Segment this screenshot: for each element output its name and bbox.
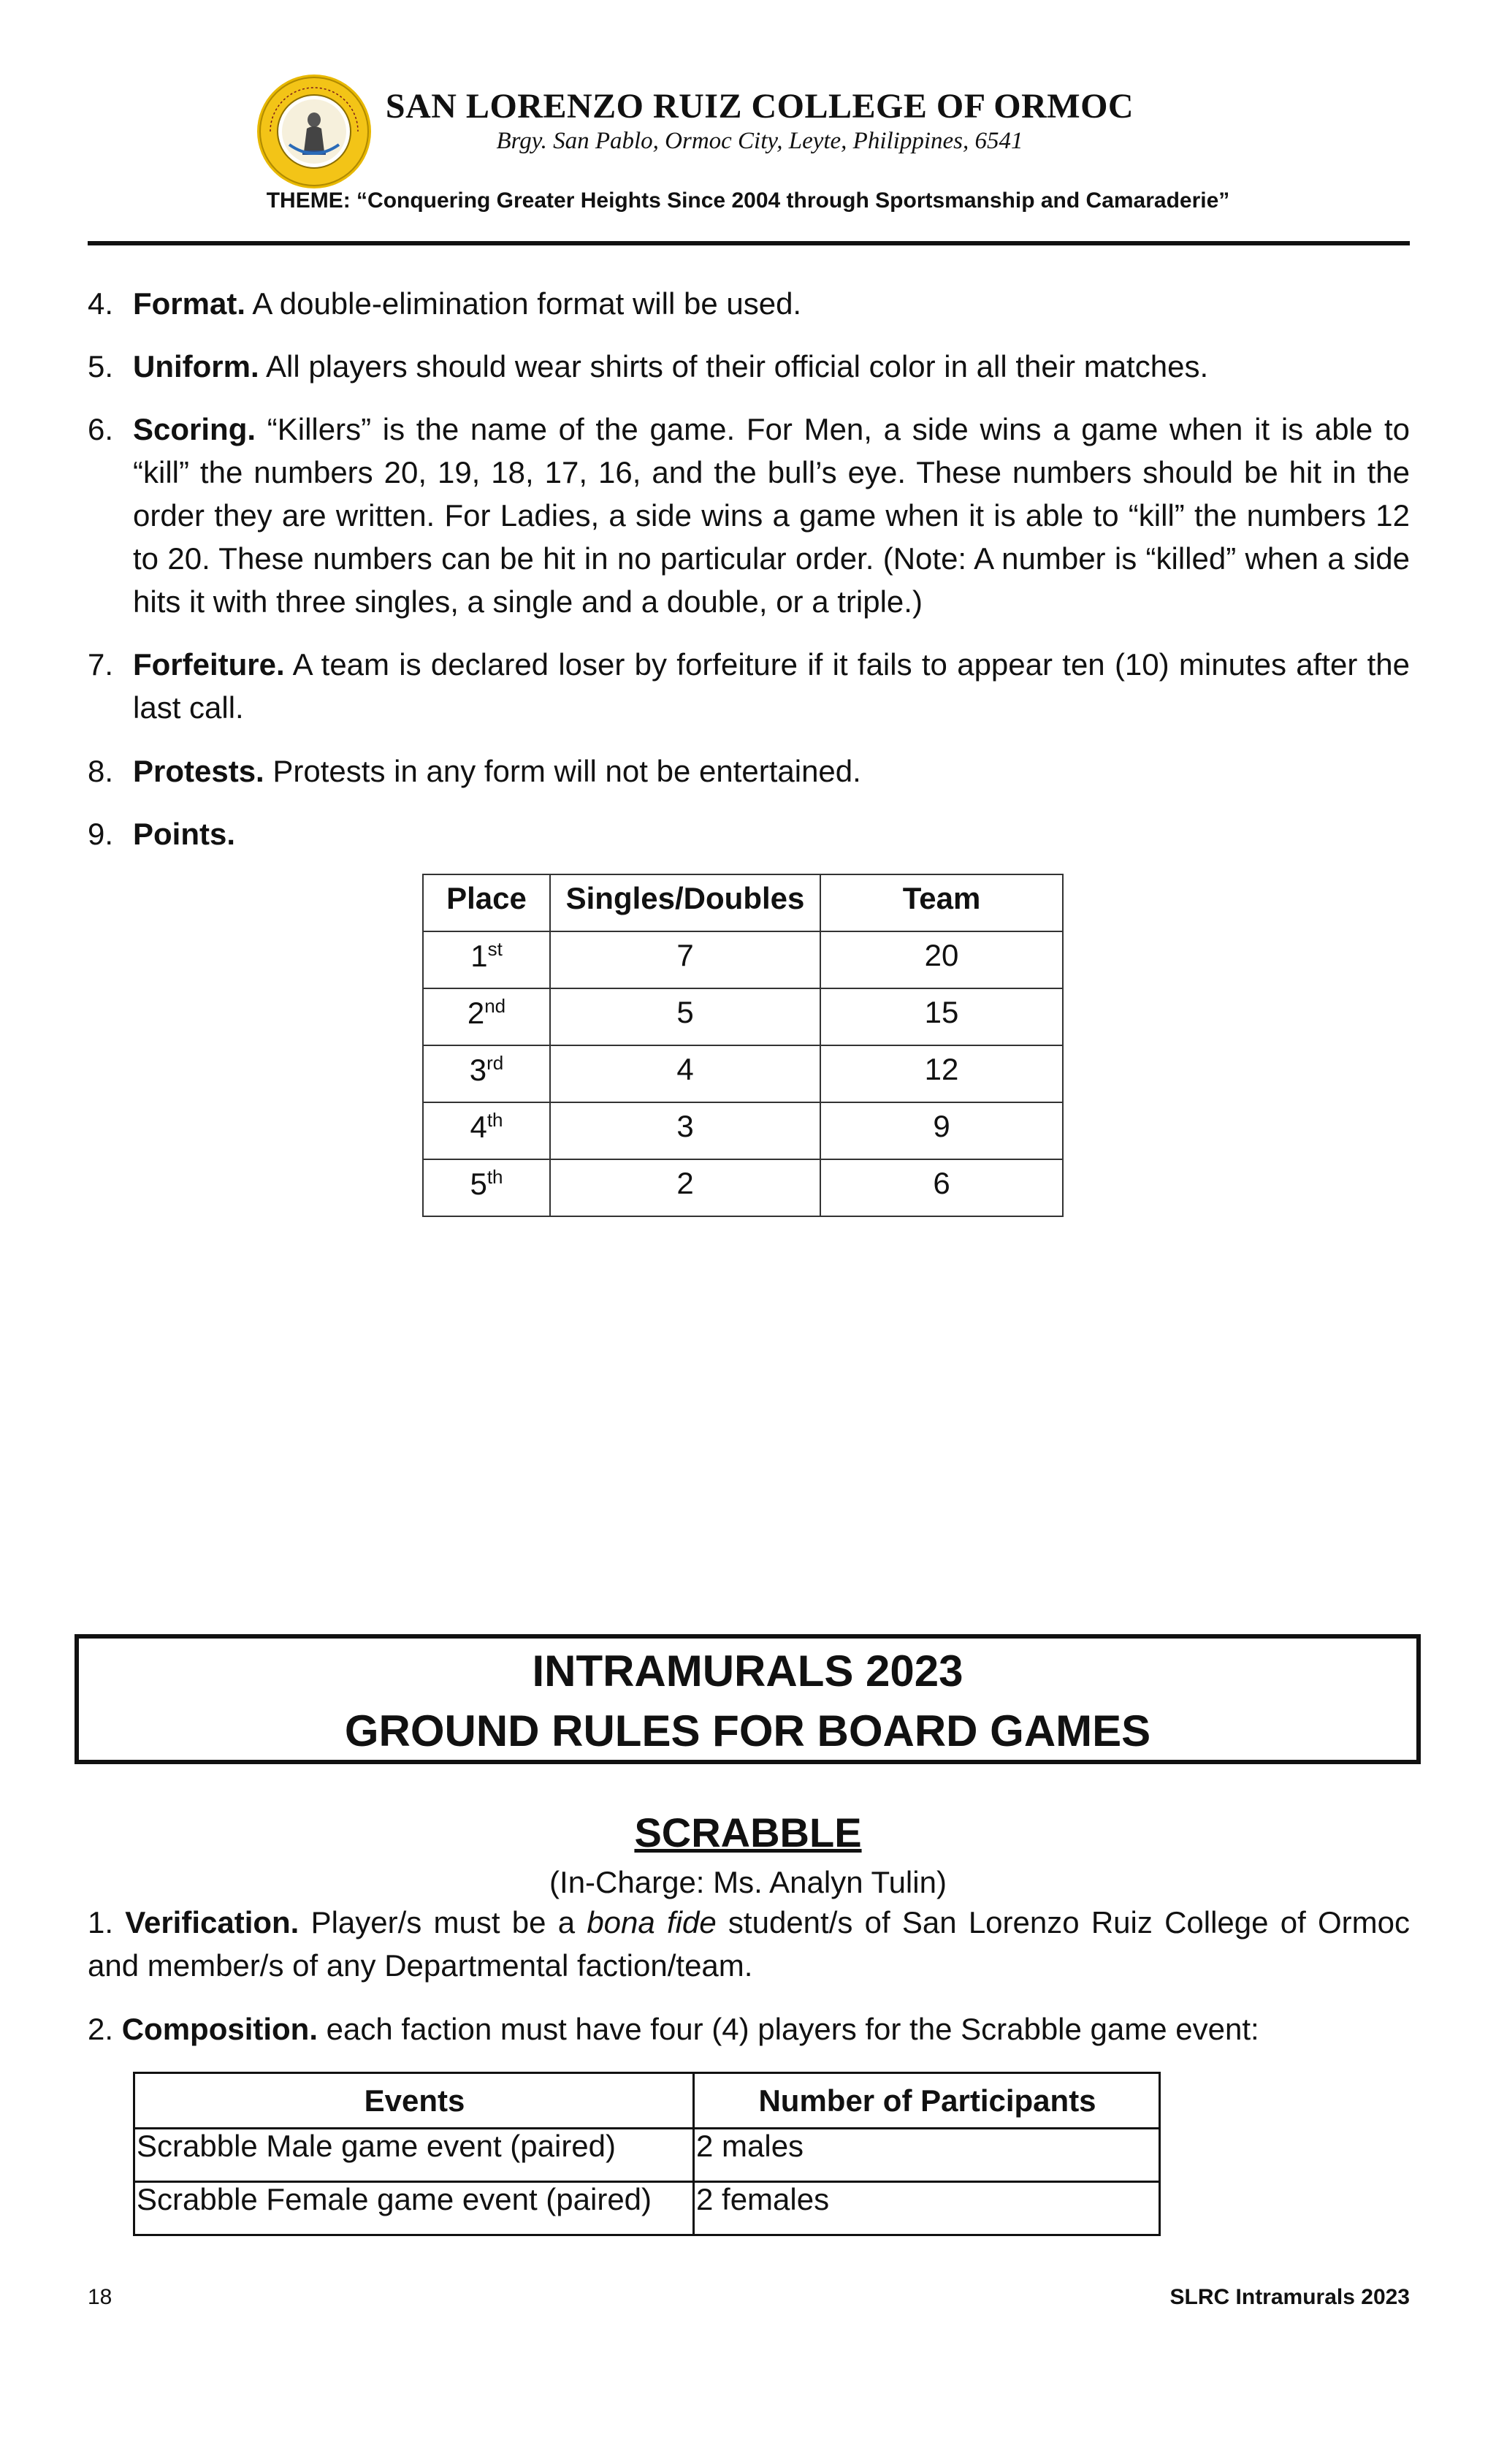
column-header: Singles/Doubles: [550, 874, 820, 931]
header-divider: [88, 241, 1410, 245]
table-row: [134, 2129, 1160, 2182]
item-title: Format.: [133, 286, 246, 321]
rule-verification: 1. Verification. Player/s must be a bona fide student/s of San Lorenzo Ruiz College of Ormoc and member/s of any Departmental faction/team.: [88, 1905, 1410, 1983]
section-title-box: [75, 1634, 1421, 1764]
item-text: A team is declared loser by forfeiture if it fails to appear ten (10) minutes after the last call.: [133, 647, 1410, 725]
rule-item-format: [88, 282, 1410, 325]
item-number: 5.: [88, 349, 114, 384]
table-row: [423, 931, 1063, 988]
singles-doubles-cell: 3: [550, 1102, 820, 1159]
singles-doubles-cell: 4: [550, 1045, 820, 1102]
item-text: All players should wear shirts of their official color in all their matches.: [259, 349, 1209, 384]
table-row: [423, 988, 1063, 1045]
item-title: Protests.: [133, 754, 264, 788]
page-number: 18: [88, 2285, 112, 2309]
table-row: [423, 1102, 1063, 1159]
section-title-line2: GROUND RULES FOR BOARD GAMES: [344, 1706, 1151, 1755]
item-text: Protests in any form will not be entertained.: [264, 754, 861, 788]
rule-item-uniform: [88, 345, 1410, 388]
item-number: 4.: [88, 286, 114, 321]
in-charge-line: (In-Charge: Ms. Analyn Tulin): [549, 1865, 947, 1899]
theme-line: THEME: “Conquering Greater Heights Since 2004 through Sportsmanship and Camaraderie”: [266, 188, 1230, 213]
item-title: Scoring.: [133, 412, 256, 446]
game-heading: SCRABBLE: [634, 1809, 862, 1855]
rule-title: Composition.: [121, 2012, 318, 2046]
column-header: Events: [134, 2073, 694, 2129]
team-cell: 9: [820, 1102, 1063, 1159]
event-cell: Scrabble Male game event (paired): [134, 2129, 694, 2182]
item-number: 7.: [88, 647, 114, 682]
college-name: SAN LORENZO RUIZ COLLEGE OF ORMOC: [385, 87, 1134, 126]
item-number: 9.: [88, 817, 114, 851]
column-header: Team: [820, 874, 1063, 931]
rule-composition: 2. Composition. each faction must have four (4) players for the Scrabble game event:: [88, 2012, 1259, 2046]
rule-item-scoring: [88, 408, 1410, 623]
table-row: [423, 1159, 1063, 1216]
footer-publication: SLRC Intramurals 2023: [1169, 2285, 1410, 2309]
rule-item-protests: [88, 750, 1410, 793]
rule-title: Verification.: [125, 1905, 299, 1939]
rule-item-points: [88, 812, 1410, 855]
place-cell: 4th: [423, 1102, 550, 1159]
item-title: Forfeiture.: [133, 647, 285, 682]
item-text: “Killers” is the name of the game. For Men, a side wins a game when it is able to “kill” the numbers 20, 19, 18, 17, 16, and the bull’s eye. These numbers should be hit in the order they are written. For Ladies, a side wins a game when it is able to “kill” the numbers 12 to 20. These numbers can be hit in no particular order. (Note: A number is “killed” when a side hits it with three singles, a single and a double, or a triple.): [133, 412, 1410, 619]
place-cell: 1st: [423, 931, 550, 988]
team-cell: 20: [820, 931, 1063, 988]
team-cell: 6: [820, 1159, 1063, 1216]
item-number: 6.: [88, 412, 114, 446]
singles-doubles-cell: 5: [550, 988, 820, 1045]
singles-doubles-cell: 2: [550, 1159, 820, 1216]
events-table: [133, 2072, 1161, 2236]
table-header-row: [134, 2073, 1160, 2129]
points-table: [422, 874, 1064, 1217]
item-text: A double-elimination format will be used.: [245, 286, 802, 321]
college-seal-logo: [256, 73, 373, 190]
item-title: Points.: [133, 817, 236, 851]
team-cell: 12: [820, 1045, 1063, 1102]
table-row: [423, 1045, 1063, 1102]
table-row: [134, 2182, 1160, 2235]
singles-doubles-cell: 7: [550, 931, 820, 988]
college-address: Brgy. San Pablo, Ormoc City, Leyte, Philippines, 6541: [496, 128, 1023, 154]
table-header-row: [423, 874, 1063, 931]
rule-item-forfeiture: [88, 643, 1410, 729]
participants-cell: 2 females: [694, 2182, 1160, 2235]
participants-cell: 2 males: [694, 2129, 1160, 2182]
place-cell: 2nd: [423, 988, 550, 1045]
item-number: 8.: [88, 754, 114, 788]
column-header: Place: [423, 874, 550, 931]
team-cell: 15: [820, 988, 1063, 1045]
place-cell: 5th: [423, 1159, 550, 1216]
event-cell: Scrabble Female game event (paired): [134, 2182, 694, 2235]
section-title-line1: INTRAMURALS 2023: [532, 1647, 963, 1696]
item-title: Uniform.: [133, 349, 259, 384]
column-header: Number of Participants: [694, 2073, 1160, 2129]
place-cell: 3rd: [423, 1045, 550, 1102]
